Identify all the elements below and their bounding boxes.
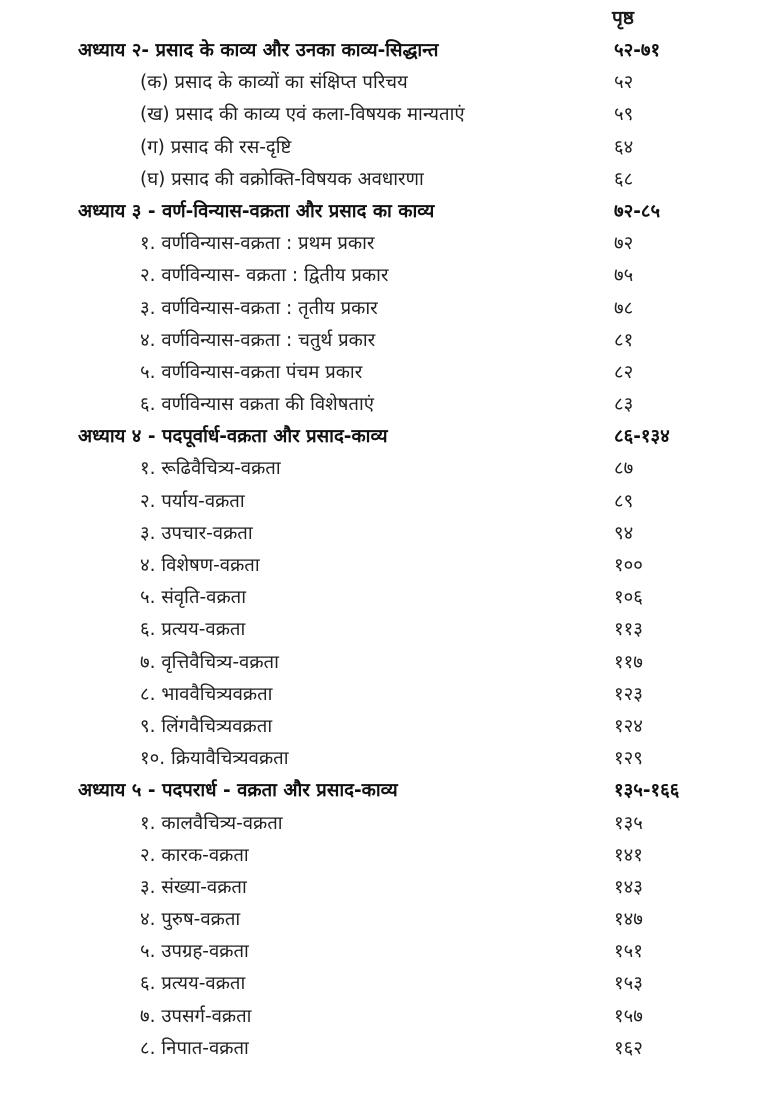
toc-section-row (0, 680, 780, 712)
section-title: ३. उपचार-वक्रता (140, 522, 253, 544)
section-title: ४. विशेषण-वक्रता (140, 555, 260, 576)
section-title: २. कारक-वक्रता (140, 844, 249, 866)
section-page-number: १५७ (614, 1005, 643, 1027)
section-page-number: ८२ (614, 361, 634, 383)
chapter-title: अध्याय ५ - पदपरार्ध - वक्रता और प्रसाद-काव्य (78, 780, 398, 802)
section-title: (ख) प्रसाद की काव्य एवं कला-विषयक मान्यताएं (140, 104, 465, 126)
toc-section-row (0, 809, 780, 841)
section-page-number: ५९ (614, 104, 634, 126)
section-title: ९. लिंगवैचित्र्यवक्रता (140, 715, 273, 737)
toc-section-row (0, 744, 780, 776)
section-title: ५. वर्णविन्यास-वक्रता पंचम प्रकार (140, 361, 363, 383)
toc-section-row (0, 454, 780, 486)
toc-section-row (0, 261, 780, 293)
section-page-number: १४१ (614, 844, 643, 866)
toc-section-row (0, 358, 780, 390)
toc-section-row (0, 873, 780, 905)
chapter-page-range: ७२-८५ (614, 200, 661, 222)
section-page-number: १४७ (614, 909, 643, 931)
section-title: ४. पुरुष-वक्रता (140, 909, 241, 931)
toc-chapter-row (0, 422, 780, 454)
section-page-number: १०६ (614, 587, 643, 609)
chapter-page-range: ५२-७१ (614, 40, 661, 61)
section-title: (ग) प्रसाद की रस-दृष्टि (140, 136, 292, 158)
section-title: (घ) प्रसाद की वक्रोक्ति-विषयक अवधारणा (140, 168, 424, 190)
toc-chapter-row (0, 36, 780, 68)
section-page-number: ९४ (614, 522, 634, 544)
section-page-number: ८९ (614, 490, 634, 512)
toc-section-row (0, 841, 780, 873)
toc-section-row (0, 519, 780, 551)
toc-section-row (0, 487, 780, 519)
section-title: ७. उपसर्ग-वक्रता (140, 1005, 252, 1027)
chapter-title: अध्याय ३ - वर्ण-विन्यास-वक्रता और प्रसाद का काव्य (78, 200, 435, 222)
section-page-number: ११७ (614, 651, 643, 673)
section-title: ८. भाववैचित्र्यवक्रता (140, 683, 273, 705)
section-title: १०. क्रियावैचित्र्यवक्रता (140, 748, 289, 770)
toc-section-row (0, 1002, 780, 1034)
section-page-number: ६८ (614, 168, 634, 190)
chapter-page-range: १३५-१६६ (614, 780, 680, 802)
page-column-header: पृष्ठ (612, 7, 634, 29)
section-title: ६. प्रत्यय-वक्रता (140, 619, 246, 641)
toc-section-row (0, 68, 780, 100)
section-page-number: १०० (614, 555, 643, 576)
toc-section-row (0, 165, 780, 197)
section-page-number: ८७ (614, 458, 634, 480)
section-title: ३. संख्या-वक्रता (140, 876, 247, 898)
section-page-number: ७८ (614, 297, 634, 319)
section-page-number: १५३ (614, 973, 643, 995)
section-title: ३. वर्णविन्यास-वक्रता : तृतीय प्रकार (140, 297, 378, 319)
section-page-number: ८१ (614, 329, 634, 351)
chapter-title: अध्याय ४ - पदपूर्वार्ध-वक्रता और प्रसाद-काव्य (78, 426, 388, 448)
toc-section-row (0, 100, 780, 132)
section-page-number: १४३ (614, 876, 643, 898)
toc-section-row (0, 326, 780, 358)
section-title: ५. संवृति-वक्रता (140, 587, 247, 609)
section-title: ४. वर्णविन्यास-वक्रता : चतुर्थ प्रकार (140, 329, 376, 351)
section-title: ८. निपात-वक्रता (140, 1037, 249, 1059)
toc-section-row (0, 551, 780, 583)
section-title: १. कालवैचित्र्य-वक्रता (140, 812, 283, 834)
section-title: ६. प्रत्यय-वक्रता (140, 973, 246, 995)
toc-section-row (0, 712, 780, 744)
section-title: १. रूढिवैचित्र्य-वक्रता (140, 458, 281, 480)
section-page-number: १२९ (614, 748, 643, 770)
toc-section-row (0, 648, 780, 680)
section-page-number: ७२ (614, 233, 634, 255)
toc-section-row (0, 294, 780, 326)
toc-section-row (0, 390, 780, 422)
toc-section-row (0, 133, 780, 165)
section-title: (क) प्रसाद के काव्यों का संक्षिप्त परिचय (140, 72, 408, 94)
section-page-number: ८३ (614, 394, 634, 416)
toc-chapter-row (0, 197, 780, 229)
section-title: १. वर्णविन्यास-वक्रता : प्रथम प्रकार (140, 233, 375, 255)
chapter-page-range: ८६-१३४ (614, 426, 670, 448)
toc-section-row (0, 229, 780, 261)
section-page-number: १२४ (614, 715, 643, 737)
section-page-number: ६४ (614, 136, 634, 158)
section-title: ७. वृत्तिवैचित्र्य-वक्रता (140, 651, 279, 673)
toc-section-row (0, 1034, 780, 1066)
section-title: २. वर्णविन्यास- वक्रता : द्वितीय प्रकार (140, 265, 389, 287)
toc-section-row (0, 969, 780, 1001)
chapter-title: अध्याय २- प्रसाद के काव्य और उनका काव्य-सिद्धान्त (78, 40, 439, 61)
table-of-contents (0, 36, 780, 1066)
toc-chapter-row (0, 776, 780, 808)
toc-section-row (0, 615, 780, 647)
section-page-number: ७५ (614, 265, 634, 287)
section-page-number: १६२ (614, 1037, 643, 1059)
section-title: ६. वर्णविन्यास वक्रता की विशेषताएं (140, 394, 374, 416)
section-page-number: ५२ (614, 72, 634, 94)
toc-section-row (0, 583, 780, 615)
section-page-number: ११३ (614, 619, 643, 641)
section-page-number: १५१ (614, 941, 643, 963)
toc-section-row (0, 937, 780, 969)
section-title: ५. उपग्रह-वक्रता (140, 941, 249, 963)
section-page-number: १२३ (614, 683, 643, 705)
section-title: २. पर्याय-वक्रता (140, 490, 245, 512)
toc-section-row (0, 905, 780, 937)
section-page-number: १३५ (614, 812, 643, 834)
